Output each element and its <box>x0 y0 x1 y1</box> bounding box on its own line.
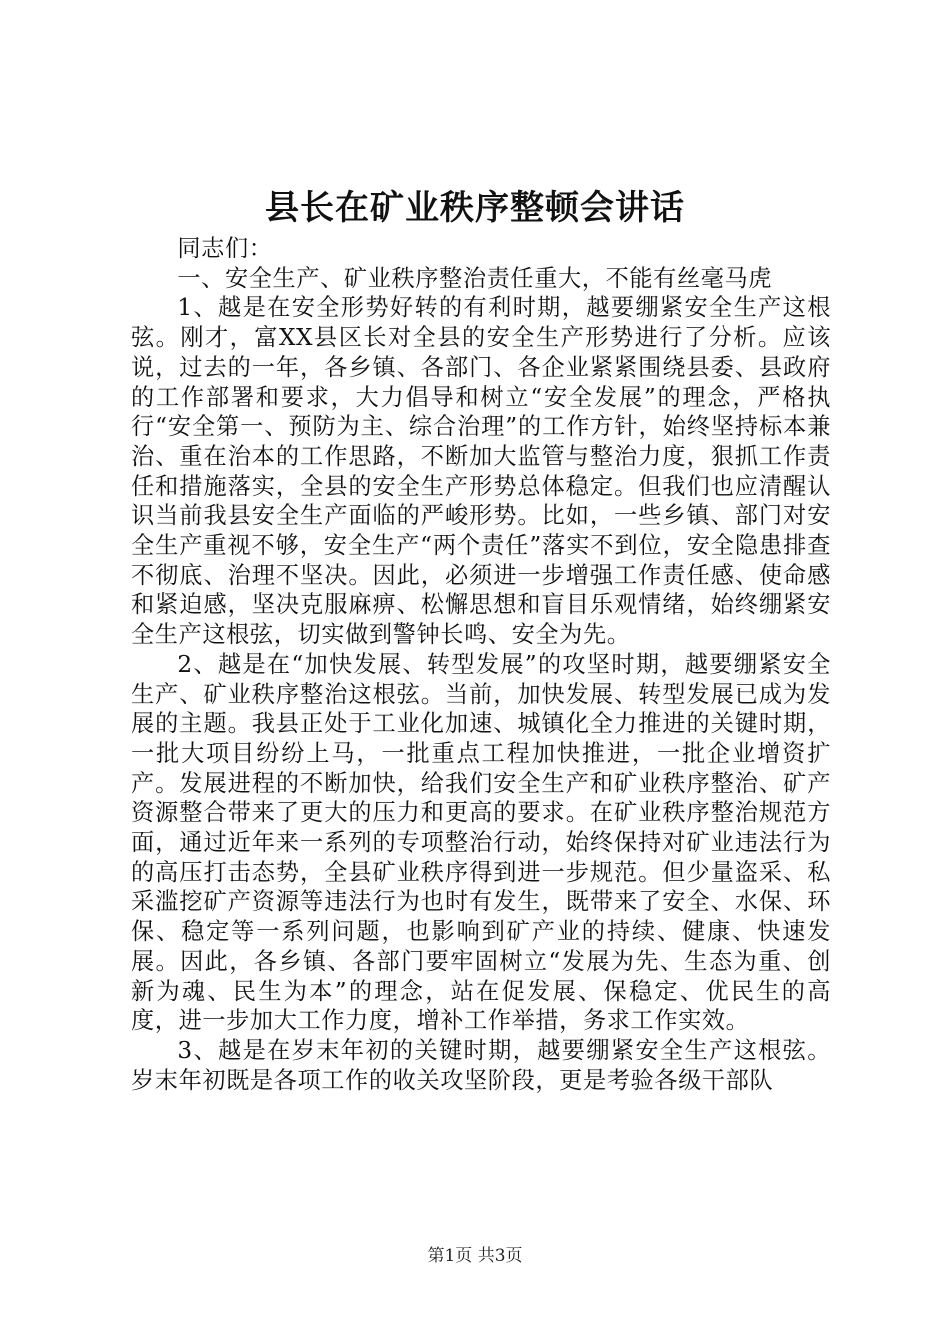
salutation-paragraph: 同志们： <box>177 235 273 262</box>
body-paragraph-3: 3、越是在岁末年初的关键时期，越要绷紧安全生产这根弦。岁末年初既是各项工作的收关攻坚阶段，更是考验各级干部队 <box>131 1036 831 1094</box>
document-body <box>131 234 831 1095</box>
body-paragraph-2: 2、越是在“加快发展、转型发展”的攻坚时期，越要绷紧安全生产、矿业秩序整治这根弦。当前，加快发展、转型发展已成为发展的主题。我县正处于工业化加速、城镇化全力推进的关键时期，一批大项目纷纷上马，一批重点工程加快推进，一批企业增资扩产。发展进程的不断加快，给我们安全生产和矿业秩序整治、矿产资源整合带来了更大的压力和更高的要求。在矿业秩序整治规范方面，通过近年来一系列的专项整治行动，始终保持对矿业违法行为的高压打击态势，全县矿业秩序得到进一步规范。但少量盗采、私采滥挖矿产资源等违法行为也时有发生，既带来了安全、水保、环保、稳定等一系列问题，也影响到矿产业的持续、健康、快速发展。因此，各乡镇、各部门要牢固树立“发展为先、生态为重、创新为魂、民生为本”的理念，站在促发展、保稳定、优民生的高度，进一步加大工作力度，增补工作举措，务求工作实效。 <box>131 650 831 1035</box>
section-heading: 一、安全生产、矿业秩序整治责任重大，不能有丝毫马虎 <box>177 264 773 292</box>
document-title: 县长在矿业秩序整顿会讲话 <box>265 188 685 228</box>
page-footer: 第1页 共3页 <box>427 1246 523 1266</box>
body-paragraph-1: 1、越是在安全形势好转的有利时期，越要绷紧安全生产这根弦。刚才，富XX县区长对全县的安全生产形势进行了分析。应该说，过去的一年，各乡镇、各部门、各企业紧紧围绕县委、县政府的工作部署和要求，大力倡导和树立“安全发展”的理念，严格执行“安全第一、预防为主、综合治理”的工作方针，始终坚持标本兼治、重在治本的工作思路，不断加大监管与整治力度，狠抓工作责任和措施落实，全县的安全生产形势总体稳定。但我们也应清醒认识当前我县安全生产面临的严峻形势。比如，一些乡镇、部门对安全生产重视不够，安全生产“两个责任”落实不到位，安全隐患排查不彻底、治理不坚决。因此，必须进一步增强工作责任感、使命感和紧迫感，坚决克服麻痹、松懈思想和盲目乐观情绪，始终绷紧安全生产这根弦，切实做到警钟长鸣、安全为先。 <box>131 294 831 649</box>
